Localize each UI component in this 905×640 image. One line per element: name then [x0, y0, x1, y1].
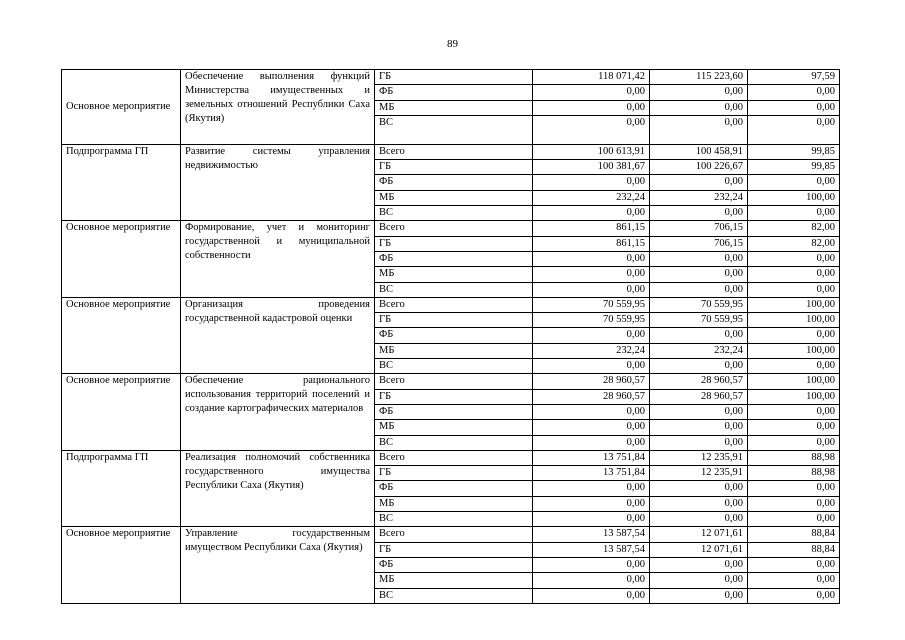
percent-cell: 99,85 — [748, 144, 840, 159]
percent-cell: 82,00 — [748, 221, 840, 236]
funding-source-cell: ФБ — [375, 85, 533, 100]
actual-amount-cell: 12 071,61 — [650, 542, 748, 557]
actual-amount-cell: 0,00 — [650, 115, 748, 144]
planned-amount-cell: 0,00 — [533, 328, 650, 343]
percent-cell: 97,59 — [748, 70, 840, 85]
funding-source-cell: ГБ — [375, 70, 533, 85]
actual-amount-cell: 0,00 — [650, 573, 748, 588]
planned-amount-cell: 232,24 — [533, 343, 650, 358]
report-table — [61, 69, 840, 604]
planned-amount-cell: 0,00 — [533, 404, 650, 419]
percent-cell: 0,00 — [748, 282, 840, 297]
planned-amount-cell: 0,00 — [533, 557, 650, 572]
funding-source-cell: Всего — [375, 144, 533, 159]
percent-cell: 100,00 — [748, 313, 840, 328]
funding-source-cell: ГБ — [375, 313, 533, 328]
item-name-cell: Обеспечение рационального использования территорий поселений и создание картографических материалов — [181, 374, 375, 450]
item-type-cell: Основное мероприятие — [62, 297, 181, 373]
planned-amount-cell: 70 559,95 — [533, 297, 650, 312]
actual-amount-cell: 0,00 — [650, 588, 748, 603]
item-name-cell: Обеспечение выполнения функций Министерства имущественных и земельных отношений Республики Саха (Якутия) — [181, 70, 375, 145]
percent-cell: 100,00 — [748, 389, 840, 404]
percent-cell: 0,00 — [748, 512, 840, 527]
planned-amount-cell: 100 381,67 — [533, 160, 650, 175]
actual-amount-cell: 706,15 — [650, 221, 748, 236]
percent-cell: 0,00 — [748, 328, 840, 343]
actual-amount-cell: 0,00 — [650, 496, 748, 511]
planned-amount-cell: 13 751,84 — [533, 466, 650, 481]
planned-amount-cell: 28 960,57 — [533, 374, 650, 389]
actual-amount-cell: 232,24 — [650, 190, 748, 205]
planned-amount-cell: 13 751,84 — [533, 450, 650, 465]
actual-amount-cell: 0,00 — [650, 420, 748, 435]
planned-amount-cell: 0,00 — [533, 573, 650, 588]
actual-amount-cell: 0,00 — [650, 282, 748, 297]
percent-cell: 0,00 — [748, 359, 840, 374]
planned-amount-cell: 0,00 — [533, 115, 650, 144]
item-type-cell: Основное мероприятие — [62, 221, 181, 297]
funding-source-cell: ФБ — [375, 328, 533, 343]
actual-amount-cell: 0,00 — [650, 359, 748, 374]
actual-amount-cell: 706,15 — [650, 236, 748, 251]
funding-source-cell: ВС — [375, 115, 533, 144]
planned-amount-cell: 232,24 — [533, 190, 650, 205]
actual-amount-cell: 28 960,57 — [650, 374, 748, 389]
funding-source-cell: Всего — [375, 374, 533, 389]
funding-source-cell: ВС — [375, 588, 533, 603]
table-row — [62, 144, 840, 159]
item-name-cell: Развитие системы управления недвижимостью — [181, 144, 375, 220]
funding-source-cell: ФБ — [375, 175, 533, 190]
percent-cell: 0,00 — [748, 573, 840, 588]
percent-cell: 0,00 — [748, 251, 840, 266]
actual-amount-cell: 0,00 — [650, 175, 748, 190]
planned-amount-cell: 0,00 — [533, 282, 650, 297]
actual-amount-cell: 28 960,57 — [650, 389, 748, 404]
planned-amount-cell: 0,00 — [533, 481, 650, 496]
actual-amount-cell: 0,00 — [650, 557, 748, 572]
planned-amount-cell: 118 071,42 — [533, 70, 650, 85]
actual-amount-cell: 0,00 — [650, 512, 748, 527]
actual-amount-cell: 12 235,91 — [650, 450, 748, 465]
actual-amount-cell: 12 235,91 — [650, 466, 748, 481]
actual-amount-cell: 0,00 — [650, 251, 748, 266]
actual-amount-cell: 12 071,61 — [650, 527, 748, 542]
item-name-cell: Формирование, учет и мониторинг государственной и муниципальной собственности — [181, 221, 375, 297]
percent-cell: 0,00 — [748, 85, 840, 100]
actual-amount-cell: 0,00 — [650, 328, 748, 343]
item-name-cell: Реализация полномочий собственника государственного имущества Республики Саха (Якутия) — [181, 450, 375, 526]
percent-cell: 100,00 — [748, 374, 840, 389]
funding-source-cell: МБ — [375, 100, 533, 115]
item-name-cell: Организация проведения государственной кадастровой оценки — [181, 297, 375, 373]
funding-source-cell: ВС — [375, 206, 533, 221]
planned-amount-cell: 0,00 — [533, 267, 650, 282]
percent-cell: 0,00 — [748, 267, 840, 282]
planned-amount-cell: 0,00 — [533, 512, 650, 527]
funding-source-cell: Всего — [375, 527, 533, 542]
funding-source-cell: МБ — [375, 496, 533, 511]
funding-source-cell: Всего — [375, 297, 533, 312]
percent-cell: 88,84 — [748, 542, 840, 557]
funding-source-cell: ФБ — [375, 481, 533, 496]
planned-amount-cell: 861,15 — [533, 221, 650, 236]
item-name-cell: Управление государственным имуществом Республики Саха (Якутия) — [181, 527, 375, 603]
funding-source-cell: ФБ — [375, 251, 533, 266]
planned-amount-cell: 0,00 — [533, 85, 650, 100]
planned-amount-cell: 0,00 — [533, 420, 650, 435]
planned-amount-cell: 0,00 — [533, 588, 650, 603]
table-row — [62, 297, 840, 312]
planned-amount-cell: 70 559,95 — [533, 313, 650, 328]
funding-source-cell: ВС — [375, 282, 533, 297]
planned-amount-cell: 861,15 — [533, 236, 650, 251]
funding-source-cell: ГБ — [375, 160, 533, 175]
planned-amount-cell: 0,00 — [533, 206, 650, 221]
actual-amount-cell: 70 559,95 — [650, 297, 748, 312]
actual-amount-cell: 0,00 — [650, 481, 748, 496]
actual-amount-cell: 115 223,60 — [650, 70, 748, 85]
actual-amount-cell: 232,24 — [650, 343, 748, 358]
percent-cell: 0,00 — [748, 100, 840, 115]
percent-cell: 0,00 — [748, 115, 840, 144]
funding-source-cell: ВС — [375, 359, 533, 374]
table-row — [62, 527, 840, 542]
percent-cell: 0,00 — [748, 206, 840, 221]
actual-amount-cell: 70 559,95 — [650, 313, 748, 328]
table-row — [62, 70, 840, 85]
item-type-cell: Основное мероприятие — [62, 527, 181, 603]
percent-cell: 0,00 — [748, 481, 840, 496]
percent-cell: 0,00 — [748, 557, 840, 572]
planned-amount-cell: 0,00 — [533, 100, 650, 115]
funding-source-cell: Всего — [375, 221, 533, 236]
planned-amount-cell: 0,00 — [533, 359, 650, 374]
percent-cell: 99,85 — [748, 160, 840, 175]
actual-amount-cell: 0,00 — [650, 404, 748, 419]
funding-source-cell: МБ — [375, 190, 533, 205]
actual-amount-cell: 0,00 — [650, 100, 748, 115]
percent-cell: 82,00 — [748, 236, 840, 251]
planned-amount-cell: 100 613,91 — [533, 144, 650, 159]
planned-amount-cell: 13 587,54 — [533, 527, 650, 542]
funding-source-cell: МБ — [375, 343, 533, 358]
funding-source-cell: ВС — [375, 435, 533, 450]
percent-cell: 100,00 — [748, 297, 840, 312]
planned-amount-cell: 0,00 — [533, 496, 650, 511]
percent-cell: 0,00 — [748, 175, 840, 190]
item-type-cell: Основное мероприятие — [62, 374, 181, 450]
table-row — [62, 450, 840, 465]
funding-source-cell: МБ — [375, 573, 533, 588]
item-type-cell: Подпрограмма ГП — [62, 450, 181, 526]
actual-amount-cell: 0,00 — [650, 435, 748, 450]
funding-source-cell: Всего — [375, 450, 533, 465]
actual-amount-cell: 100 226,67 — [650, 160, 748, 175]
item-type-cell: Подпрограмма ГП — [62, 144, 181, 220]
planned-amount-cell: 28 960,57 — [533, 389, 650, 404]
funding-source-cell: ГБ — [375, 236, 533, 251]
percent-cell: 0,00 — [748, 435, 840, 450]
funding-source-cell: МБ — [375, 420, 533, 435]
percent-cell: 0,00 — [748, 496, 840, 511]
funding-source-cell: ФБ — [375, 557, 533, 572]
planned-amount-cell: 0,00 — [533, 175, 650, 190]
table-row — [62, 374, 840, 389]
funding-source-cell: ГБ — [375, 466, 533, 481]
actual-amount-cell: 0,00 — [650, 206, 748, 221]
planned-amount-cell: 0,00 — [533, 435, 650, 450]
funding-source-cell: ВС — [375, 512, 533, 527]
planned-amount-cell: 13 587,54 — [533, 542, 650, 557]
actual-amount-cell: 0,00 — [650, 267, 748, 282]
funding-source-cell: ГБ — [375, 542, 533, 557]
planned-amount-cell: 0,00 — [533, 251, 650, 266]
item-type-cell: Основное мероприятие — [62, 70, 181, 145]
table-row — [62, 221, 840, 236]
percent-cell: 100,00 — [748, 190, 840, 205]
page-number: 89 — [447, 38, 458, 50]
actual-amount-cell: 0,00 — [650, 85, 748, 100]
funding-source-cell: ГБ — [375, 389, 533, 404]
percent-cell: 88,84 — [748, 527, 840, 542]
report-body — [62, 70, 840, 604]
funding-source-cell: ФБ — [375, 404, 533, 419]
percent-cell: 88,98 — [748, 450, 840, 465]
percent-cell: 0,00 — [748, 420, 840, 435]
percent-cell: 88,98 — [748, 466, 840, 481]
percent-cell: 100,00 — [748, 343, 840, 358]
actual-amount-cell: 100 458,91 — [650, 144, 748, 159]
percent-cell: 0,00 — [748, 404, 840, 419]
funding-source-cell: МБ — [375, 267, 533, 282]
percent-cell: 0,00 — [748, 588, 840, 603]
